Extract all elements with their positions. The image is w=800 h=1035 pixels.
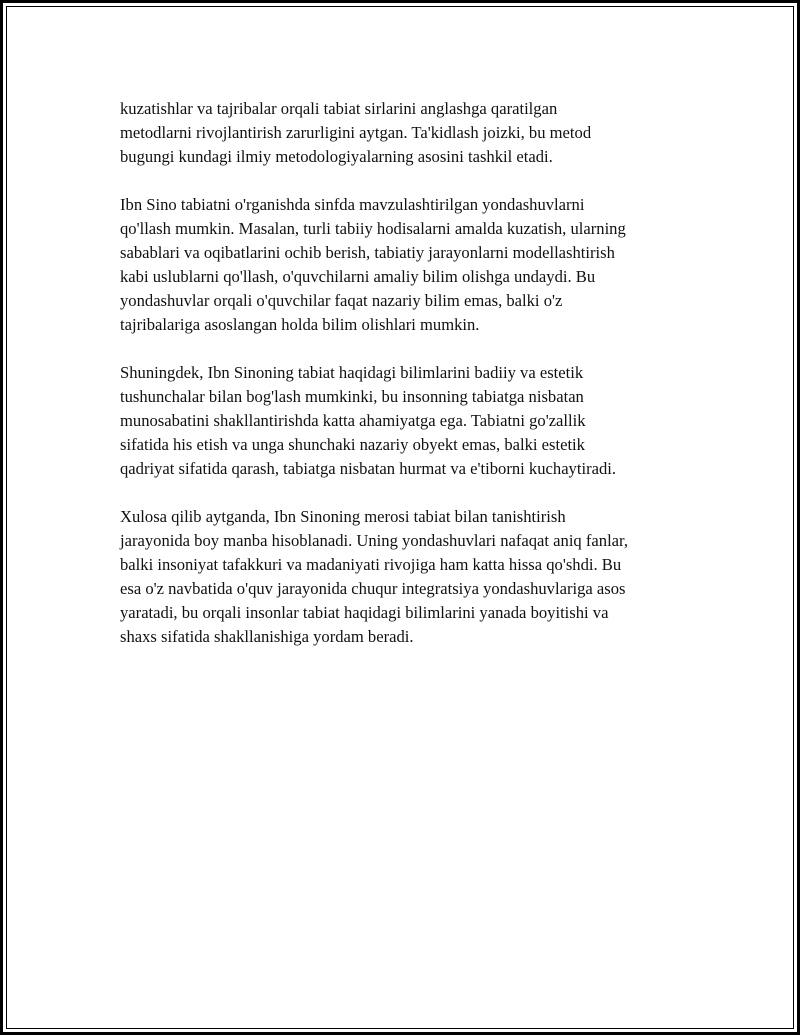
paragraph-3	[120, 361, 692, 481]
text-line: tajribalariga asoslangan holda bilim olishlari mumkin.	[120, 315, 480, 334]
text-line: metodlarni rivojlantirish zarurligini aytgan. Ta'kidlash joizki, bu metod	[120, 123, 592, 142]
text-line: kuzatishlar va tajribalar orqali tabiat sirlarini anglashga qaratilgan	[120, 99, 558, 118]
text-line: Ibn Sino tabiatni o'rganishda sinfda mavzulashtirilgan yondashuvlarni	[120, 195, 585, 214]
text-line: kabi uslublarni qo'llash, o'quvchilarni amaliy bilim olishga undaydi. Bu	[120, 267, 596, 286]
paragraph-1	[120, 97, 692, 169]
text-line: shaxs sifatida shakllanishiga yordam beradi.	[120, 627, 414, 646]
text-line: qo'llash mumkin. Masalan, turli tabiiy hodisalarni amalda kuzatish, ularning	[120, 219, 626, 238]
document-body	[120, 97, 692, 673]
text-line: yondashuvlar orqali o'quvchilar faqat nazariy bilim emas, balki o'z	[120, 291, 563, 310]
text-line: esa o'z navbatida o'quv jarayonida chuqur integratsiya yondashuvlariga asos	[120, 579, 626, 598]
text-line: tushunchalar bilan bog'lash mumkinki, bu insonning tabiatga nisbatan	[120, 387, 584, 406]
text-line: Shuningdek, Ibn Sinoning tabiat haqidagi bilimlarini badiiy va estetik	[120, 363, 584, 382]
text-line: bugungi kundagi ilmiy metodologiyalarning asosini tashkil etadi.	[120, 147, 553, 166]
paragraph-4	[120, 505, 692, 649]
text-line: qadriyat sifatida qarash, tabiatga nisbatan hurmat va e'tiborni kuchaytiradi.	[120, 459, 617, 478]
text-line: sifatida his etish va unga shunchaki nazariy obyekt emas, balki estetik	[120, 435, 585, 454]
text-line: munosabatini shakllantirishda katta ahamiyatga ega. Tabiatni go'zallik	[120, 411, 586, 430]
paragraph-2	[120, 193, 692, 337]
text-line: yaratadi, bu orqali insonlar tabiat haqidagi bilimlarini yanada boyitishi va	[120, 603, 609, 622]
text-line: balki insoniyat tafakkuri va madaniyati rivojiga ham katta hissa qo'shdi. Bu	[120, 555, 622, 574]
text-line: sabablari va oqibatlarini ochib berish, tabiatiy jarayonlarni modellashtirish	[120, 243, 615, 262]
text-line: Xulosa qilib aytganda, Ibn Sinoning merosi tabiat bilan tanishtirish	[120, 507, 566, 526]
text-line: jarayonida boy manba hisoblanadi. Uning yondashuvlari nafaqat aniq fanlar,	[120, 531, 629, 550]
